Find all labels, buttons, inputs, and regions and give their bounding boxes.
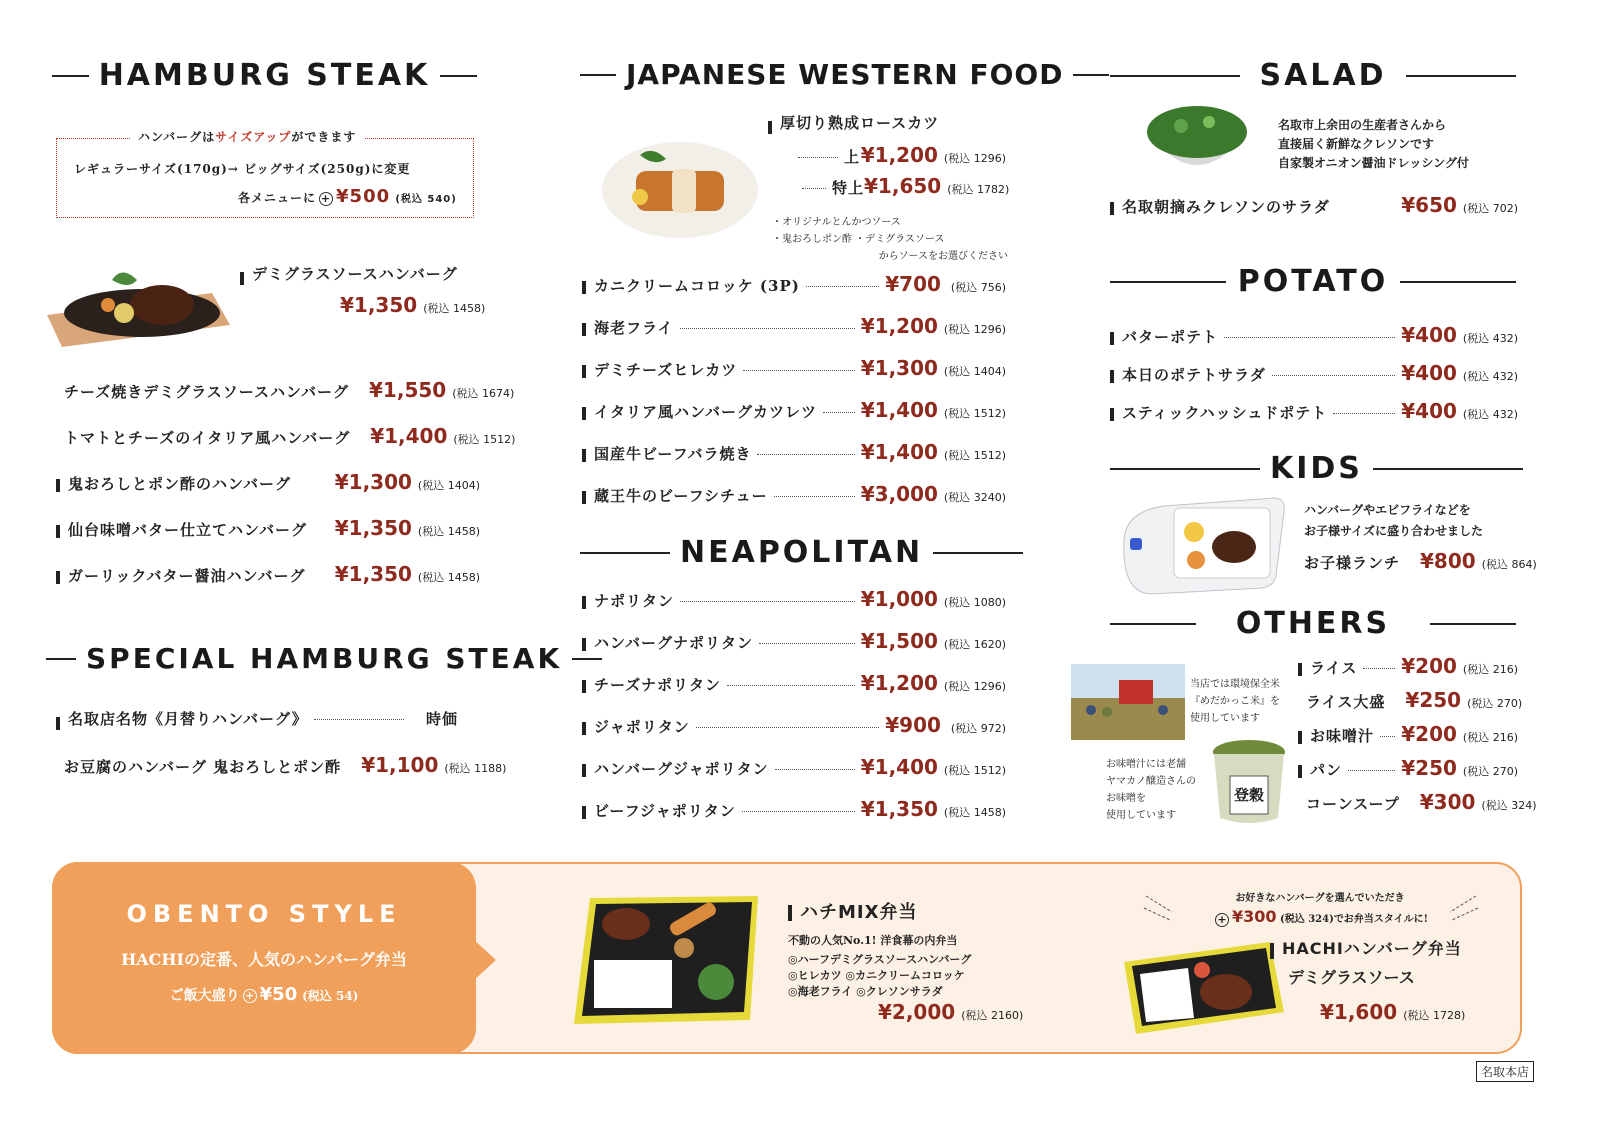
mix-bento-price: ¥2,000 (税込 2160) [878,1000,1024,1024]
hamburg-featured-item[interactable]: デミグラスソースハンバーグ [240,263,480,293]
mix-bento-photo [568,888,764,1030]
menu-item[interactable]: ハンバーグナポリタン ¥1,500 (税込 1620) [582,629,1006,659]
menu-item[interactable]: ジャポリタン ¥900 (税込 972) [582,713,1006,743]
rice-field-photo [1071,664,1185,740]
menu-item[interactable]: チーズ焼きデミグラスソースハンバーグ ¥1,550 (税込 1674) [64,378,515,402]
hachi-bento-note: お好きなハンバーグを選んでいただき + ¥300 (税込 324)でお弁当スタイルに! [1190,890,1450,929]
kids-description: ハンバーグやエビフライなどを お子様サイズに盛り合わせました [1304,503,1484,538]
kids-heading: KIDS [1110,451,1516,486]
menu-item[interactable]: コーンスープ ¥300 (税込 324) [1306,790,1537,814]
obento-label-arrow [474,940,496,980]
menu-item[interactable]: お味噌汁 ¥200 (税込 216) [1298,722,1518,752]
menu-item[interactable]: デミチーズヒレカツ ¥1,300 (税込 1404) [582,356,1006,386]
menu-item[interactable]: お豆腐のハンバーグ 鬼おろしとポン酢 ¥1,100 (税込 1188) [64,753,507,777]
katsu-option[interactable]: 上 ¥1,200 (税込 1296) [792,143,1006,173]
menu-item[interactable]: ビーフジャポリタン ¥1,350 (税込 1458) [582,797,1006,827]
special-heading: SPECIAL HAMBURG STEAK [46,642,486,675]
hamburg-steak-photo [42,255,232,350]
salad-photo [1143,100,1251,182]
hachi-bento-photo [1118,936,1286,1038]
japanese-heading: JAPANESE WESTERN FOOD [580,58,1004,91]
menu-item[interactable]: 本日のポテトサラダ ¥400 (税込 432) [1110,361,1518,391]
menu-item[interactable]: パン ¥250 (税込 270) [1298,756,1518,786]
plus-icon: + [1215,913,1229,927]
menu-item[interactable]: スティックハッシュドポテト ¥400 (税込 432) [1110,399,1518,429]
kids-lunch-photo [1114,492,1286,596]
sparkle-left-icon [1142,892,1178,926]
katsu-option[interactable]: 特上 ¥1,650 (税込 1782) [796,174,1006,204]
rice-note: 当店では環境保全米 『めだかっこ米』を 使用しています [1190,679,1280,724]
menu-item[interactable]: イタリア風ハンバーグカツレツ ¥1,400 (税込 1512) [582,398,1006,428]
tonkatsu-photo [600,135,760,240]
hachi-bento-price: ¥1,600 (税込 1728) [1320,1000,1466,1024]
plus-icon: + [320,191,332,205]
menu-item[interactable]: チーズナポリタン ¥1,200 (税込 1296) [582,671,1006,701]
menu-item[interactable]: 名取朝摘みクレソンのサラダ ¥650 (税込 702) [1110,193,1518,223]
menu-item[interactable]: ライス ¥200 (税込 216) [1298,654,1518,684]
menu-item[interactable]: ライス大盛 ¥250 (税込 270) [1306,688,1523,712]
menu-item[interactable]: 鬼おろしとポン酢のハンバーグ ¥1,300 (税込 1404) [56,470,480,500]
menu-item[interactable]: 蔵王牛のビーフシチュー ¥3,000 (税込 3240) [582,482,1006,512]
size-up-notice-title: ハンバーグはサイズアップができます [130,128,364,145]
hachi-bento-title[interactable]: HACHIハンバーグ弁当 [1270,936,1462,966]
miso-label: 登穀 [1234,786,1265,804]
others-heading: OTHERS [1110,606,1516,641]
menu-item[interactable]: 仙台味噌バター仕立てハンバーグ ¥1,350 (税込 1458) [56,516,480,546]
menu-item[interactable]: トマトとチーズのイタリア風ハンバーグ ¥1,400 (税込 1512) [64,424,516,448]
miso-note: お味噌汁には老舗 ヤマカノ醸造さんの お味噌を 使用しています [1106,759,1196,821]
sauce-note: ・オリジナルとんかつソース ・鬼おろしポン酢 ・デミグラスソース からソースをお選びください [772,217,1008,262]
menu-item[interactable]: カニクリームコロッケ (3P) ¥700 (税込 756) [582,272,1006,302]
obento-subtitle: HACHIの定番、人気のハンバーグ弁当 [121,950,407,969]
potato-heading: POTATO [1110,264,1516,299]
size-up-notice-line3: 各メニューに + ¥500 (税込 540) [238,186,457,207]
menu-item[interactable]: バターポテト ¥400 (税込 432) [1110,323,1518,353]
menu-item[interactable]: ハンバーグジャポリタン ¥1,400 (税込 1512) [582,755,1006,785]
hamburg-featured-price: ¥1,350 (税込 1458) [340,293,486,317]
obento-title: OBENTO STYLE [126,900,402,928]
store-label: 名取本店 [1476,1061,1534,1082]
size-up-notice-line2: レギュラーサイズ(170g)→ ビッグサイズ(250g)に変更 [74,162,411,176]
menu-item[interactable]: ナポリタン ¥1,000 (税込 1080) [582,587,1006,617]
menu-item[interactable]: 国産牛ビーフバラ焼き ¥1,400 (税込 1512) [582,440,1006,470]
salad-description: 名取市上余田の生産者さんから 直接届く新鮮なクレソンです 自家製オニオン醤油ドレッシング付 [1278,118,1469,170]
mix-bento-description: 不動の人気No.1! 洋食幕の内弁当 ◎ハーフデミグラスソースハンバーグ ◎ヒレカツ ◎カニクリームコロッケ ◎海老フライ ◎クレソンサラダ [788,934,972,998]
salad-heading: SALAD [1110,58,1516,93]
katsu-item-title[interactable]: 厚切り熟成ロースカツ [768,112,939,142]
menu-item[interactable]: お子様ランチ ¥800 (税込 864) [1304,549,1537,573]
menu-item[interactable]: 海老フライ ¥1,200 (税込 1296) [582,314,1006,344]
menu-item[interactable]: 名取店名物《月替りハンバーグ》 時価 [56,708,458,738]
neapolitan-heading: NEAPOLITAN [580,535,1004,570]
miso-barrel-photo [1208,738,1290,826]
mix-bento-title[interactable]: ハチMIX弁当 [788,898,918,928]
hamburg-heading: HAMBURG STEAK [52,58,477,93]
obento-extra-rice: ご飯大盛り + ¥50 (税込 54) [169,984,359,1005]
plus-icon: + [243,989,257,1003]
menu-item[interactable]: ガーリックバター醤油ハンバーグ ¥1,350 (税込 1458) [56,562,480,592]
hachi-bento-subtitle: デミグラスソース [1288,968,1415,987]
